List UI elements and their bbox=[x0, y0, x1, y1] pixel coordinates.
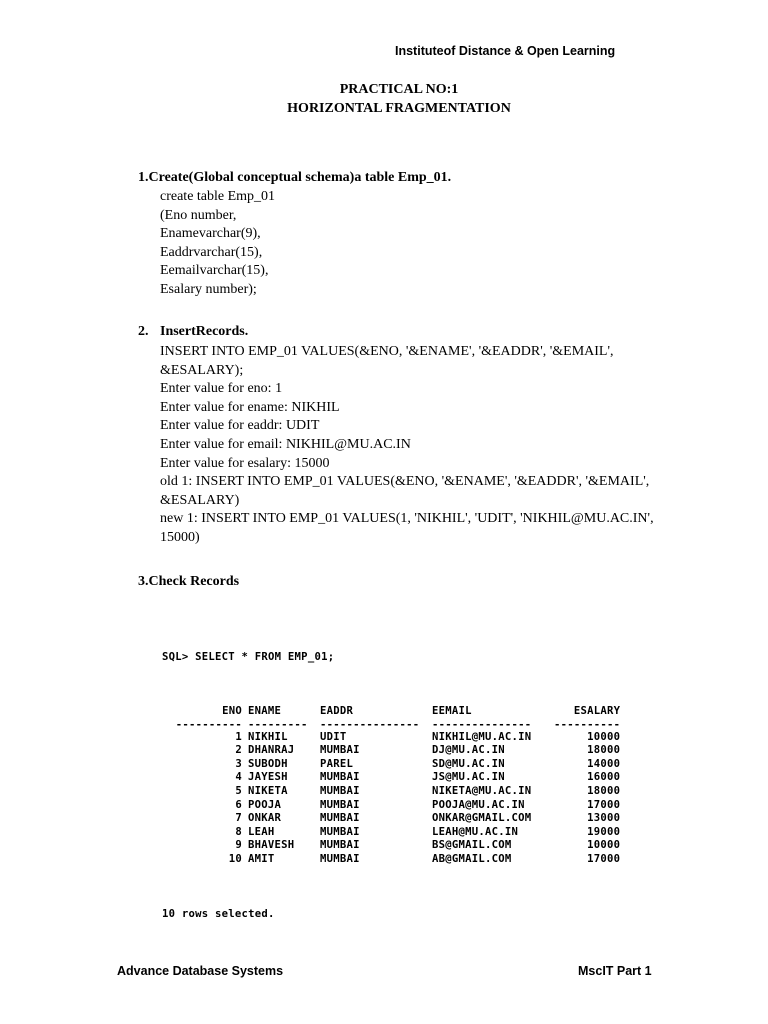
cell-eaddr: MUMBAI bbox=[320, 798, 360, 811]
cell-eemail: LEAH@MU.AC.IN bbox=[432, 825, 519, 838]
cell-eno: 3 bbox=[235, 757, 242, 770]
code-line: new 1: INSERT INTO EMP_01 VALUES(1, 'NIKHIL', 'UDIT', 'NIKHIL@MU.AC.IN', bbox=[160, 511, 654, 527]
code-line: Enter value for eno: 1 bbox=[160, 381, 283, 397]
cell-eemail: AB@GMAIL.COM bbox=[432, 852, 512, 865]
code-line: INSERT INTO EMP_01 VALUES(&ENO, '&ENAME', '&EADDR', '&EMAIL', bbox=[160, 344, 614, 359]
cell-esalary: 13000 bbox=[587, 812, 621, 825]
cell-eemail: ONKAR@GMAIL.COM bbox=[432, 812, 532, 825]
cell-esalary: 16000 bbox=[587, 771, 621, 784]
code-line: Eemailvarchar(15), bbox=[160, 263, 269, 279]
column-header: ESALARY bbox=[573, 704, 621, 717]
table-header-row bbox=[162, 705, 620, 719]
cell-eaddr: MUMBAI bbox=[320, 839, 360, 852]
sql-prompt: SQL> SELECT * FROM EMP_01; bbox=[162, 651, 335, 664]
separator: --------------- bbox=[320, 718, 420, 731]
separator: ---------- bbox=[175, 718, 242, 731]
separator: --------------- bbox=[432, 718, 532, 731]
code-line: Esalary number); bbox=[160, 281, 257, 297]
cell-esalary: 10000 bbox=[587, 730, 621, 743]
cell-esalary: 10000 bbox=[587, 839, 621, 852]
separator: ---------- bbox=[554, 718, 621, 731]
section1-heading: 1.Create(Global conceptual schema)a table Emp_01. bbox=[138, 170, 452, 185]
cell-ename: POOJA bbox=[248, 798, 282, 811]
cell-eemail: POOJA@MU.AC.IN bbox=[432, 798, 525, 811]
section2-heading: InsertRecords. bbox=[160, 324, 249, 339]
cell-eno: 10 bbox=[228, 852, 242, 865]
section2-number: 2. bbox=[138, 324, 149, 339]
cell-eno: 6 bbox=[235, 798, 242, 811]
cell-ename: JAYESH bbox=[248, 771, 288, 784]
cell-esalary: 19000 bbox=[587, 825, 621, 838]
table-body bbox=[162, 731, 620, 867]
table-row bbox=[162, 771, 620, 785]
cell-esalary: 18000 bbox=[587, 784, 621, 797]
cell-eemail: NIKHIL@MU.AC.IN bbox=[432, 730, 532, 743]
cell-ename: ONKAR bbox=[248, 812, 282, 825]
separator-row bbox=[162, 719, 620, 731]
section3-heading: 3.Check Records bbox=[138, 574, 240, 589]
footer-class: MscIT Part 1 bbox=[578, 964, 652, 978]
cell-eemail: JS@MU.AC.IN bbox=[432, 771, 505, 784]
cell-eno: 7 bbox=[235, 812, 242, 825]
cell-esalary: 17000 bbox=[587, 798, 621, 811]
code-line: &ESALARY); bbox=[160, 362, 244, 378]
sql-output bbox=[162, 624, 620, 935]
code-line: old 1: INSERT INTO EMP_01 VALUES(&ENO, '&ENAME', '&EADDR', '&EMAIL', bbox=[160, 474, 650, 490]
column-header: EEMAIL bbox=[432, 704, 472, 717]
cell-ename: NIKETA bbox=[248, 784, 288, 797]
table-row bbox=[162, 744, 620, 758]
table-row bbox=[162, 758, 620, 772]
page-header: Instituteof Distance & Open Learning bbox=[395, 44, 616, 58]
cell-eno: 4 bbox=[235, 771, 242, 784]
cell-ename: BHAVESH bbox=[248, 839, 295, 852]
table-row bbox=[162, 785, 620, 799]
cell-esalary: 18000 bbox=[587, 744, 621, 757]
code-line: (Eno number, bbox=[160, 207, 237, 223]
code-line: Enamevarchar(9), bbox=[160, 226, 261, 242]
cell-esalary: 14000 bbox=[587, 757, 621, 770]
code-line: Eaddrvarchar(15), bbox=[160, 244, 263, 260]
column-header: ENO bbox=[222, 704, 242, 717]
column-header: ENAME bbox=[248, 704, 282, 717]
section2-code bbox=[160, 343, 654, 548]
cell-eaddr: MUMBAI bbox=[320, 784, 360, 797]
cell-eemail: BS@GMAIL.COM bbox=[432, 839, 512, 852]
cell-ename: SUBODH bbox=[248, 757, 288, 770]
code-line: &ESALARY) bbox=[160, 492, 240, 508]
cell-ename: DHANRAJ bbox=[248, 744, 295, 757]
cell-eaddr: MUMBAI bbox=[320, 852, 360, 865]
cell-eaddr: UDIT bbox=[320, 730, 347, 743]
cell-esalary: 17000 bbox=[587, 852, 621, 865]
table-row bbox=[162, 731, 620, 745]
table-row bbox=[162, 799, 620, 813]
code-line: Enter value for eaddr: UDIT bbox=[160, 418, 320, 434]
code-line: create table Emp_01 bbox=[160, 189, 276, 204]
cell-eno: 5 bbox=[235, 784, 242, 797]
cell-ename: AMIT bbox=[248, 852, 275, 865]
cell-ename: LEAH bbox=[248, 825, 275, 838]
code-line: Enter value for ename: NIKHIL bbox=[160, 399, 340, 415]
practical-topic: HORIZONTAL FRAGMENTATION bbox=[287, 101, 511, 116]
separator: --------- bbox=[248, 718, 308, 731]
table-row bbox=[162, 826, 620, 840]
cell-eaddr: PAREL bbox=[320, 757, 354, 770]
table-row bbox=[162, 839, 620, 853]
result-table bbox=[162, 705, 620, 867]
cell-eemail: NIKETA@MU.AC.IN bbox=[432, 784, 532, 797]
cell-eno: 2 bbox=[235, 744, 242, 757]
cell-eaddr: MUMBAI bbox=[320, 744, 360, 757]
practical-number: PRACTICAL NO:1 bbox=[339, 82, 459, 97]
column-header: EADDR bbox=[320, 704, 354, 717]
rows-selected-text: 10 rows selected. bbox=[162, 907, 275, 920]
cell-eaddr: MUMBAI bbox=[320, 812, 360, 825]
table-row bbox=[162, 812, 620, 826]
table-row bbox=[162, 853, 620, 867]
cell-eaddr: MUMBAI bbox=[320, 771, 360, 784]
code-line: 15000) bbox=[160, 529, 200, 545]
practical-title bbox=[0, 80, 768, 118]
section1-code bbox=[160, 188, 275, 300]
cell-eemail: SD@MU.AC.IN bbox=[432, 757, 505, 770]
footer-course: Advance Database Systems bbox=[117, 964, 284, 978]
cell-eno: 8 bbox=[235, 825, 242, 838]
cell-ename: NIKHIL bbox=[248, 730, 288, 743]
cell-eemail: DJ@MU.AC.IN bbox=[432, 744, 505, 757]
cell-eno: 9 bbox=[235, 839, 242, 852]
code-line: Enter value for email: NIKHIL@MU.AC.IN bbox=[160, 436, 411, 452]
code-line: Enter value for esalary: 15000 bbox=[160, 455, 330, 471]
cell-eaddr: MUMBAI bbox=[320, 825, 360, 838]
cell-eno: 1 bbox=[235, 730, 242, 743]
